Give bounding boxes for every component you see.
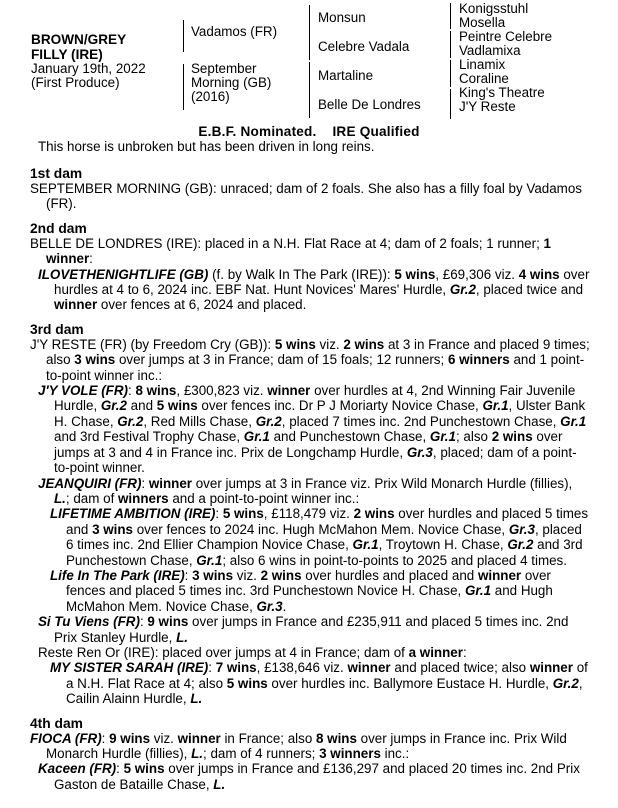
record-entry	[38, 614, 590, 645]
dam-name-line: September	[191, 61, 257, 76]
entry-text: Gr.2	[100, 398, 127, 414]
record-entry	[30, 337, 590, 383]
entry-text: LIFETIME AMBITION (IRE)	[50, 506, 216, 522]
entry-text: inc.:	[380, 746, 410, 761]
entry-text: winner	[148, 475, 193, 491]
entry-text: , £138,646 viz.	[256, 660, 348, 676]
entry-text: Gr.1	[560, 413, 587, 429]
entry-text: MY SISTER SARAH (IRE)	[50, 660, 209, 676]
entry-text: over hurdles inc. Ballymore Eustace H. Hurdle,	[267, 675, 553, 691]
entry-text: Gr.2	[552, 675, 579, 691]
pedigree-divider	[183, 20, 184, 52]
section-title: 2nd dam	[30, 220, 87, 236]
ire-qualified: IRE Qualified	[332, 124, 420, 139]
entry-text: 2 wins	[343, 336, 385, 352]
entry-text: 3 wins	[192, 567, 234, 583]
great-grandparent: King's Theatre	[459, 85, 545, 100]
entry-text: over hurdles at 4, 2nd Winning Fair Juvenile Hurdle,	[54, 383, 576, 414]
entry-text: 2 wins	[491, 429, 533, 445]
entry-text: Gr.3	[406, 444, 433, 460]
entry-text: , placed 7 times inc. 2nd Punchestown Chase,	[281, 413, 561, 429]
entry-text: ; dam of	[65, 490, 119, 506]
entry-text: Life In The Park (IRE)	[50, 567, 185, 583]
entry-text: 3 winners	[319, 746, 381, 761]
granddam-sire: Celebre Vadala	[318, 39, 410, 54]
pedigree-table	[0, 0, 618, 124]
granddam-dam: Belle De Londres	[318, 97, 421, 112]
entry-text: 5 wins	[274, 336, 316, 352]
entry-text: over fences inc. Dr P J Moriarty Novice Chase,	[197, 398, 483, 414]
entry-text: Gr.1	[243, 429, 270, 445]
entry-text: (f. by Walk In The Park (IRE)):	[208, 266, 395, 282]
horse-colour-sex: BROWN/GREY	[31, 32, 127, 47]
pedigree-divider	[309, 62, 310, 118]
entry-text: L.	[191, 746, 204, 761]
entry-text: at 3 in France and placed 9 times; also	[46, 336, 590, 368]
record-entry	[38, 383, 590, 475]
entry-text: ; dam of 4 runners;	[203, 746, 320, 761]
pedigree-divider	[450, 89, 451, 119]
entry-text: BELLE DE LONDRES (IRE): placed in a N.H. Flat Race at 4; dam of 2 foals; 1 runner;	[30, 235, 544, 251]
entry-text: , placed; dam of a point-to-point winner.	[54, 444, 577, 476]
entry-text: :	[89, 251, 93, 267]
entry-text: , placed twice and	[475, 282, 584, 298]
entry-text: Gr.2	[117, 413, 144, 429]
pedigree-divider	[450, 60, 451, 87]
entry-text: 8 wins	[316, 730, 357, 746]
entry-text: Gr.2	[255, 413, 282, 429]
entry-text: over hurdles and placed and	[301, 567, 478, 583]
entry-text: , placed 6 times inc. 2nd Ellier Champion Novice Chase,	[66, 521, 582, 553]
record-entry	[50, 660, 590, 706]
pedigree-divider	[450, 31, 451, 58]
entry-text: 3 wins	[74, 352, 116, 368]
entry-text: 9 wins	[109, 730, 151, 746]
entry-text: Gr.2	[449, 282, 476, 298]
horse-description	[31, 32, 146, 90]
entry-text: ILOVETHENIGHTLIFE (GB)	[38, 266, 209, 282]
entry-text: viz.	[150, 730, 178, 746]
entry-text: Gr.2	[507, 537, 534, 553]
entry-text: over fences to 2024 inc. Hugh McMahon Mem. Novice Chase,	[133, 521, 509, 537]
great-grandparent: Peintre Celebre	[459, 29, 553, 44]
entry-text: :	[139, 614, 148, 630]
record-entry	[30, 236, 590, 267]
entry-text: 5 wins	[222, 506, 264, 522]
entry-text: J'Y VOLE (FR)	[38, 383, 128, 399]
entry-text: Gr.1	[464, 583, 492, 599]
entry-text: winner	[477, 567, 522, 583]
entry-text: 5 wins	[123, 761, 165, 777]
entry-text: Gr.1	[429, 429, 456, 445]
entry-text: winner	[267, 383, 311, 399]
dam-foaled-year: (2016)	[191, 89, 230, 104]
record-entry	[30, 181, 590, 212]
entry-text: 5 wins	[156, 398, 198, 414]
entry-text: 5 wins	[226, 675, 268, 691]
entry-text: L.	[54, 490, 66, 506]
pedigree-divider	[183, 64, 184, 110]
entry-text: and placed twice; also	[390, 660, 530, 676]
entry-text: :	[215, 506, 223, 522]
entry-text: , £300,823 viz.	[176, 383, 268, 399]
entry-text: over jumps in France and £136,297 and placed 20 times inc. 2nd Prix Gaston de Bataille Chase,	[54, 761, 580, 792]
produce-note: (First Produce)	[31, 75, 120, 90]
great-grandparent: Mosella	[459, 15, 506, 30]
entry-text: and a point-to-point winner inc.:	[168, 490, 360, 506]
entry-text: :	[141, 475, 149, 491]
entry-text: 5 wins	[394, 266, 436, 282]
entry-text: 8 wins	[135, 383, 177, 399]
horse-sex-country: FILLY (IRE)	[31, 47, 103, 62]
entry-text: Gr.3	[256, 598, 283, 614]
grandsire-sire: Monsun	[318, 10, 366, 25]
entry-text: over fences and placed 5 times inc. 3rd Punchestown Novice H. Chase,	[66, 567, 551, 599]
entry-text: winner	[54, 297, 98, 313]
record-entry	[50, 568, 590, 614]
entry-text: 2 wins	[260, 567, 302, 583]
record-entry	[38, 267, 590, 313]
grandsire-dam: Martaline	[318, 68, 374, 83]
entry-text: , Troytown H. Chase,	[378, 537, 508, 553]
entry-text: L.	[213, 776, 226, 792]
entry-text: :	[101, 730, 110, 746]
entry-text: Gr.3	[508, 521, 535, 537]
great-grandparent: Linamix	[459, 57, 506, 72]
entry-text: , £69,306 viz.	[435, 266, 519, 282]
entry-text: over jumps at 3 in France; dam of 15 foals; 12 runners;	[115, 352, 448, 368]
entry-text: :	[208, 660, 216, 676]
produce-record	[30, 166, 590, 792]
entry-text: Kaceen (FR)	[38, 761, 117, 777]
section-title: 1st dam	[30, 166, 83, 181]
entry-text: FIOCA (FR)	[30, 730, 102, 746]
entry-text: winner	[347, 660, 391, 676]
intro-note: This horse is unbroken but has been driven in long reins.	[38, 139, 375, 154]
entry-text: and 1 point-to-point winner inc.:	[46, 352, 585, 383]
entry-text: 3 wins	[92, 521, 133, 537]
entry-text: over jumps in France and £235,911 and placed 5 times inc. 2nd Prix Stanley Hurdle,	[54, 614, 569, 645]
foaling-date: January 19th, 2022	[31, 61, 146, 76]
entry-text: 9 wins	[147, 614, 189, 630]
entry-text: 2 wins	[353, 506, 395, 522]
entry-text: , Red Mills Chase,	[143, 413, 256, 429]
dam-name	[191, 62, 271, 104]
entry-text: winners	[118, 490, 169, 506]
great-grandparents	[459, 2, 552, 114]
entry-text: Si Tu Viens (FR)	[38, 614, 140, 630]
entry-text: winner	[529, 660, 573, 676]
entry-text: over jumps at 3 in France viz. Prix Wild Monarch Hurdle (fillies),	[192, 475, 573, 491]
entry-text: Gr.1	[196, 552, 223, 568]
entry-text: ; also 6 wins in point-to-points to 2025 and placed 4 times.	[222, 552, 567, 568]
great-grandparent: Konigsstuhl	[459, 1, 529, 16]
great-grandparent: Coraline	[459, 71, 509, 86]
record-entry	[38, 645, 590, 660]
entry-text: Gr.1	[482, 398, 509, 414]
entry-text: over fences at 6, 2024 and placed.	[97, 297, 307, 313]
entry-text: viz.	[315, 336, 344, 352]
entry-text: :	[116, 761, 124, 777]
entry-text: SEPTEMBER MORNING (GB): unraced; dam of 2 foals. She also has a filly foal by Vadamos (FR).	[30, 181, 582, 212]
entry-text: .	[282, 598, 287, 614]
entry-text: 6 winners	[447, 352, 510, 368]
entry-text: 1 winner	[46, 235, 551, 267]
entry-text: J'Y RESTE (FR) (by Freedom Cry (GB)):	[30, 336, 275, 352]
great-grandparent: J'Y Reste	[459, 99, 516, 114]
entry-text: , Cailin Alainn Hurdle,	[66, 675, 583, 707]
entry-text: ; also	[455, 429, 492, 445]
pedigree-divider	[309, 5, 310, 60]
sire-name: Vadamos (FR)	[191, 24, 278, 39]
section-title: 4th dam	[30, 715, 83, 731]
entry-text: 7 wins	[215, 660, 257, 676]
record-entry	[38, 761, 590, 792]
great-grandparent: Vadlamixa	[459, 43, 521, 58]
entry-text: and Punchestown Chase,	[269, 429, 430, 445]
entry-text: and	[126, 398, 157, 414]
entry-text: winner	[177, 730, 221, 746]
entry-text: Reste Ren Or (IRE): placed over jumps at 4 in France; dam of	[38, 644, 409, 660]
nomination-notice	[0, 124, 618, 139]
record-entry	[50, 506, 590, 568]
entry-text: and 3rd Punchestown Chase,	[66, 537, 583, 568]
entry-text: :	[462, 644, 467, 660]
entry-text: , Ulster Bank H. Chase,	[54, 398, 586, 429]
entry-text: and 3rd Festival Trophy Chase,	[54, 429, 244, 445]
dam-name-line: Morning (GB)	[191, 75, 272, 90]
entry-text: L.	[176, 629, 188, 645]
entry-text: L.	[190, 691, 203, 707]
pedigree-divider	[450, 3, 451, 29]
entry-text: over jumps in France inc. Prix Wild Monarch Hurdle (fillies),	[46, 730, 567, 761]
entry-text: :	[184, 567, 193, 583]
entry-text: over jumps at 3 and 4 in France inc. Prix de Longchamp Hurdle,	[54, 429, 563, 460]
entry-text: :	[128, 383, 136, 399]
entry-text: of a N.H. Flat Race at 4; also	[66, 660, 588, 691]
entry-text: over hurdles at 4 to 6, 2024 inc. EBF Nat. Hunt Novices' Mares' Hurdle,	[54, 266, 590, 298]
entry-text: viz.	[233, 567, 261, 583]
entry-text: 4 wins	[518, 266, 560, 282]
entry-text: over hurdles and placed 5 times and	[66, 506, 589, 537]
entry-text: , £118,479 viz.	[263, 506, 354, 522]
record-entry	[30, 731, 590, 762]
entry-text: Gr.1	[352, 537, 379, 553]
entry-text: and Hugh McMahon Mem. Novice Chase,	[66, 583, 553, 614]
entry-text: in France; also	[220, 730, 316, 746]
entry-text: JEANQUIRI (FR)	[38, 475, 142, 491]
section-title: 3rd dam	[30, 321, 84, 337]
entry-text: a winner	[408, 644, 463, 660]
record-entry	[38, 476, 590, 507]
ebf-nominated: E.B.F. Nominated.	[198, 124, 317, 139]
